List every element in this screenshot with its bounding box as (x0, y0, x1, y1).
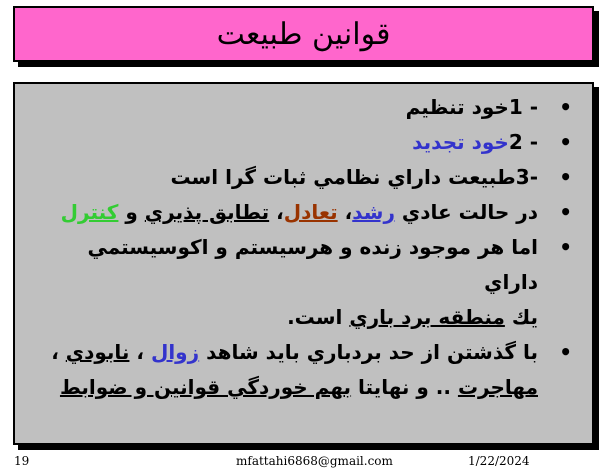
bullet-text: خود تنظيم (405, 95, 509, 119)
bullet-text: خود تجديد (412, 130, 509, 154)
separator: ، (51, 340, 66, 364)
separator: ، (129, 340, 151, 364)
bullet-dot-icon: • (559, 130, 572, 154)
slide-title: قوانين طبيعت (216, 16, 391, 52)
bullet-item-5 (27, 230, 580, 335)
bullet-item-3 (27, 160, 580, 195)
bullet-intro: با گذشتن از حد بردباري بايد شاهد (199, 340, 538, 364)
bullet-line-2b: است. (287, 305, 350, 329)
bullet-number: 3 (515, 165, 530, 189)
bullet-intro: در حالت عادي (394, 200, 538, 224)
keyword-control: كنترل (60, 200, 119, 224)
keyword-destruction: نابودي (65, 340, 130, 364)
bullet-prefix: - (522, 130, 538, 154)
separator: و (118, 200, 145, 224)
keyword-tolerance-zone: منطقه برد باري (349, 305, 505, 329)
bullet-dot-icon: • (559, 95, 572, 119)
slide-content-box (13, 82, 594, 445)
bullet-line-1: اما هر موجود زنده و هرسيستم و اكوسيستمي داراي (87, 235, 538, 294)
bullet-item-2 (27, 125, 580, 160)
bullet-item-4 (27, 195, 580, 230)
bullet-list (15, 84, 592, 405)
bullet-number: 2 (508, 130, 523, 154)
bullet-dot-icon: • (559, 340, 572, 364)
bullet-number: 1 (508, 95, 523, 119)
bullet-line-2a: يك (504, 305, 538, 329)
keyword-disruption: بهم خوردگي قوانين و ضوابط (59, 375, 352, 399)
keyword-growth: رشد (352, 200, 395, 224)
bullet-prefix: - (529, 165, 538, 189)
slide-number: 19 (14, 454, 30, 468)
bullet-prefix: - (522, 95, 538, 119)
bullet-mid: .. و نهايتا (351, 375, 458, 399)
keyword-migration: مهاجرت (457, 375, 538, 399)
separator: ، (269, 200, 284, 224)
bullet-item-6 (27, 335, 580, 405)
bullet-text: طبيعت داراي نظامي ثبات گرا است (170, 165, 516, 189)
bullet-dot-icon: • (559, 200, 572, 224)
separator: ، (337, 200, 353, 224)
keyword-adaptability: تطابق پذيري (144, 200, 270, 224)
bullet-dot-icon: • (559, 165, 572, 189)
bullet-item-1 (27, 90, 580, 125)
slide-title-box (13, 6, 594, 62)
keyword-decline: زوال (150, 340, 200, 364)
keyword-balance: تعادل (283, 200, 338, 224)
footer-email: mfattahi6868@gmail.com (236, 454, 393, 468)
footer-date: 1/22/2024 (468, 454, 530, 468)
bullet-dot-icon: • (559, 235, 572, 259)
